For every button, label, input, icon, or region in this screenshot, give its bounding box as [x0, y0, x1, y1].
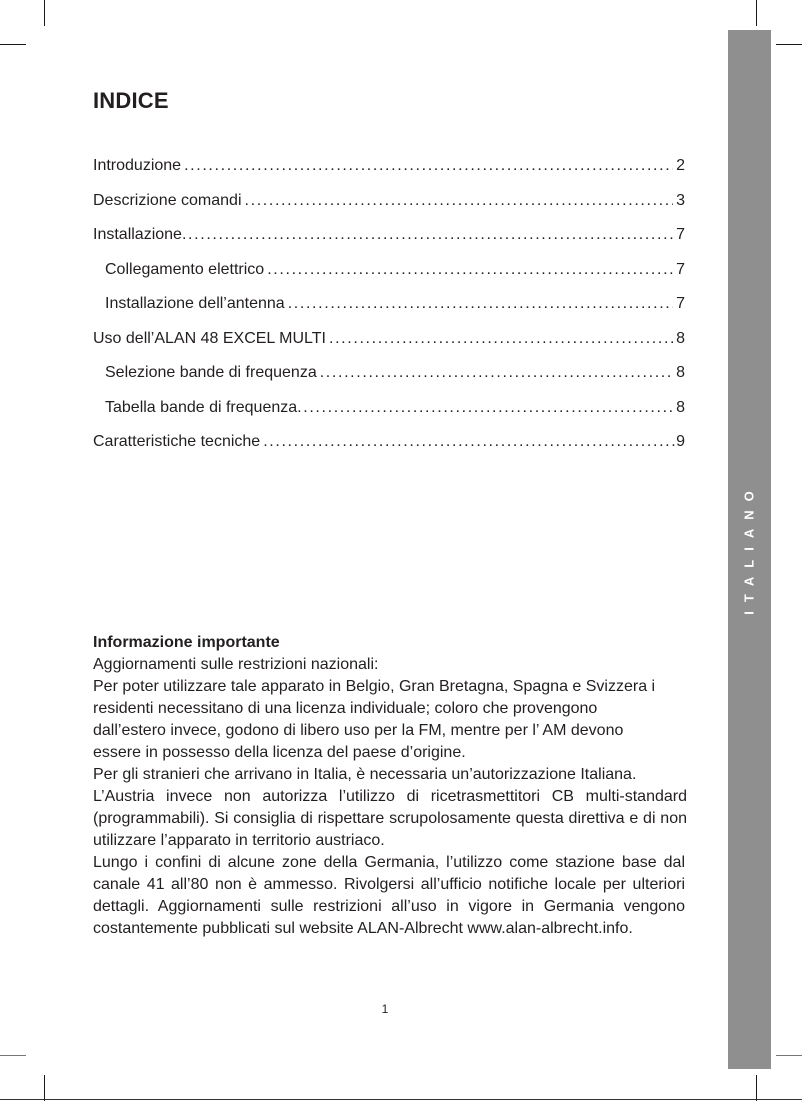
important-info-section — [93, 632, 703, 940]
info-paragraph-licenses: Per poter utilizzare tale apparato in Belgio, Gran Bretagna, Spagna e Svizzera i residenti necessitano di una licenza individuale; coloro che provengono dall’estero invece, godono di libero uso per la FM, mentre per l’ AM devono essere in possesso della licenza del paese d’origine. — [93, 678, 656, 761]
info-subtitle: Aggiornamenti sulle restrizioni nazionali: — [93, 656, 379, 673]
toc-page: 7 — [676, 295, 685, 312]
info-paragraph-germany: Lungo i confini di alcune zone della Germania, l’utilizzo come stazione base dal canale 41 all’80 non è ammesso. Rivolgersi all’ufficio notifiche locale per ulteriori dettagli. Aggiornamenti sulle restrizioni all’uso in vigore in Germania vengono costantemente pubblicati sul website ALAN-Albrecht www.alan-albrecht.info. — [93, 854, 685, 937]
info-paragraph-austria: L’Austria invece non autorizza l’utilizzo di ricetrasmettitori CB multi-standard (programmabili). Si consiglia di rispettare scrupolosamente questa direttiva e di non utilizzare l’apparato in territorio austriaco. — [93, 788, 687, 849]
toc-page: 3 — [676, 191, 685, 209]
toc-leader-dots — [182, 226, 673, 244]
toc-item-tabella-bande[interactable] — [93, 399, 685, 434]
toc-label: Installazione — [93, 226, 182, 243]
table-of-contents — [93, 157, 685, 468]
toc-page: 8 — [676, 329, 685, 347]
toc-item-installazione[interactable] — [93, 226, 685, 261]
toc-page: 9 — [676, 433, 685, 450]
toc-label: Uso dell’ALAN 48 EXCEL MULTI — [93, 329, 326, 347]
info-paragraph-italy: Per gli stranieri che arrivano in Italia, è necessaria un’autorizzazione Italiana. — [93, 766, 637, 783]
page-number: 1 — [381, 1002, 389, 1016]
toc-label: Introduzione — [93, 157, 182, 174]
crop-mark-bottom-right-v — [756, 1075, 757, 1101]
toc-item-caratteristiche-tecniche[interactable] — [93, 433, 685, 468]
crop-mark-top-left-v — [44, 0, 45, 26]
crop-mark-bottom-right-h — [776, 1055, 802, 1056]
crop-mark-bottom-left-h — [0, 1055, 26, 1056]
toc-leader-dots — [329, 330, 676, 348]
toc-page: 8 — [676, 398, 685, 416]
toc-leader-dots — [263, 433, 676, 451]
toc-page: 8 — [676, 364, 685, 381]
toc-label: Selezione bande di frequenza — [105, 364, 317, 381]
crop-mark-top-right-h — [776, 44, 802, 45]
toc-page: 2 — [676, 157, 685, 174]
toc-item-introduzione[interactable] — [93, 157, 685, 192]
info-title: Informazione importante — [93, 634, 280, 651]
crop-mark-top-left-h — [0, 44, 26, 45]
page-bottom-edge — [0, 1099, 802, 1100]
page-title: INDICE — [93, 88, 169, 113]
toc-leader-dots — [320, 364, 673, 382]
toc-page: 7 — [676, 226, 685, 243]
toc-label: Collegamento elettrico — [105, 260, 265, 278]
toc-page: 7 — [676, 260, 685, 278]
toc-leader-dots — [245, 192, 674, 210]
toc-leader-dots — [288, 295, 673, 313]
toc-label: Descrizione comandi — [93, 191, 242, 209]
toc-item-installazione-antenna[interactable] — [93, 295, 685, 330]
toc-item-collegamento-elettrico[interactable] — [93, 261, 685, 296]
toc-label: Tabella bande di frequenza — [105, 398, 298, 416]
toc-leader-dots — [267, 261, 673, 279]
toc-item-selezione-bande[interactable] — [93, 364, 685, 399]
toc-item-descrizione-comandi[interactable] — [93, 192, 685, 227]
language-side-label — [728, 478, 771, 618]
crop-mark-bottom-left-v — [44, 1075, 45, 1101]
toc-label: Caratteristiche tecniche — [93, 433, 261, 450]
toc-label: Installazione dell’antenna — [105, 295, 285, 312]
toc-item-uso-alan[interactable] — [93, 330, 685, 365]
toc-leader-dots — [184, 157, 673, 175]
crop-mark-top-right-v — [756, 0, 757, 26]
language-label: ITALIANO — [742, 481, 758, 615]
toc-leader-dots — [297, 399, 673, 417]
